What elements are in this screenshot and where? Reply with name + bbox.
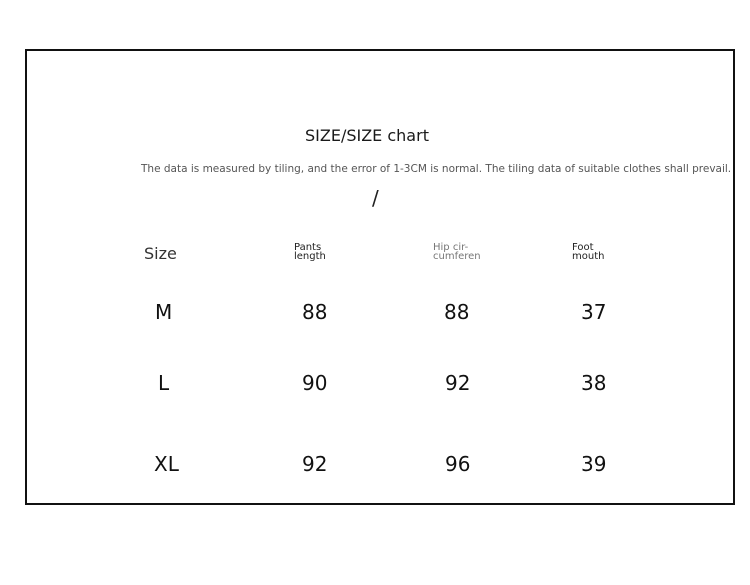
row-l-size: L <box>158 371 170 395</box>
row-m-size: M <box>155 300 173 324</box>
header-hip-circumference: Hip cir- cumferen <box>433 242 481 262</box>
slash-mark: / <box>372 186 379 210</box>
row-xl-foot: 39 <box>581 452 607 476</box>
header-size: Size <box>144 244 177 263</box>
row-m-hip: 88 <box>444 300 470 324</box>
row-m-foot: 37 <box>581 300 607 324</box>
header-pants-length: Pants length <box>294 242 326 262</box>
header-foot-mouth: Foot mouth <box>572 242 605 262</box>
size-chart-frame <box>25 49 735 505</box>
measurement-note: The data is measured by tiling, and the error of 1-3CM is normal. The tiling data of suitable clothes shall prevail. <box>141 163 732 175</box>
row-xl-hip: 96 <box>445 452 471 476</box>
row-l-pants-length: 90 <box>302 371 328 395</box>
row-xl-pants-length: 92 <box>302 452 328 476</box>
row-xl-size: XL <box>154 452 179 476</box>
row-m-pants-length: 88 <box>302 300 328 324</box>
chart-title: SIZE/SIZE chart <box>305 126 429 145</box>
row-l-foot: 38 <box>581 371 607 395</box>
row-l-hip: 92 <box>445 371 471 395</box>
